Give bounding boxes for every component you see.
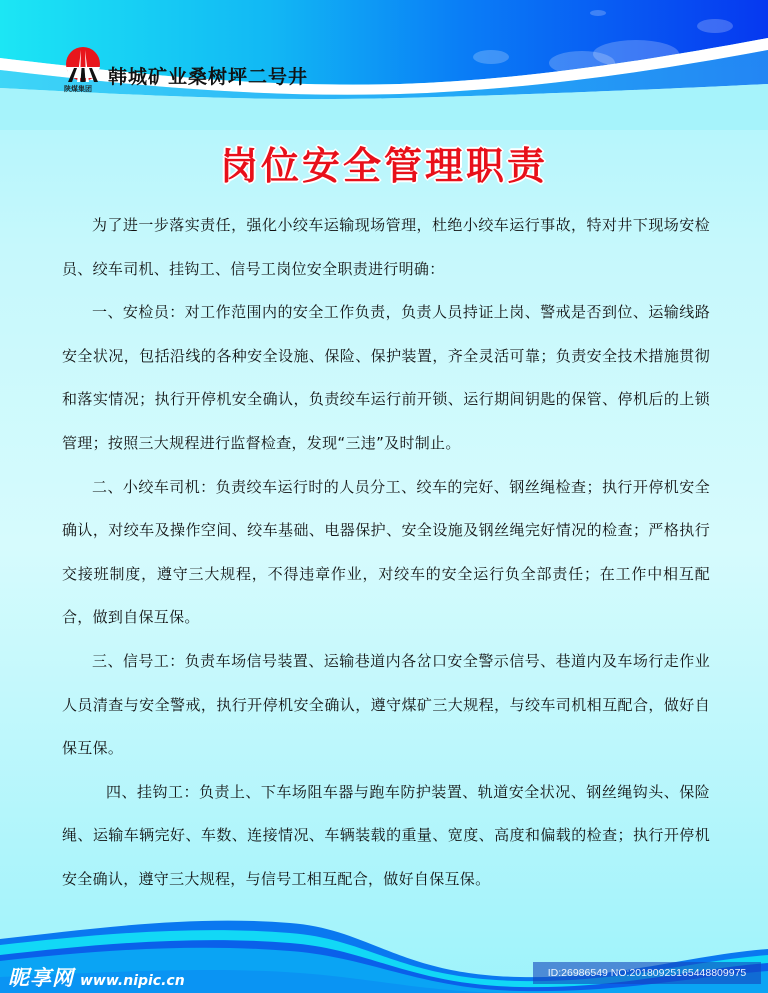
organization-name: 韩城矿业桑树坪二号井: [108, 66, 309, 88]
signalman-paragraph: 三、信号工：负责车场信号装置、运输巷道内各岔口安全警示信号、巷道内及车场行走作业人员清查与安全警戒，执行开停机安全确认，遵守煤矿三大规程，与绞车司机相互配合，做好自保互保。: [62, 651, 710, 758]
watermark: [8, 962, 185, 992]
image-id-badge: ID:26986549 NO:20180925165448809975: [533, 962, 761, 984]
winch-driver-paragraph: 二、小绞车司机：负责绞车运行时的人员分工、绞车的完好、钢丝绳检查；执行开停机安全确认，对绞车及操作空间、绞车基础、电器保护、安全设施及钢丝绳完好情况的检查；严格执行交接班制度，遵守三大规程，不得违章作业，对绞车的安全运行负全部责任；在工作中相互配合，做到自保互保。: [62, 477, 710, 627]
watermark-brand: 昵享网: [8, 966, 74, 990]
document-title: 岗位安全管理职责: [219, 144, 548, 188]
hooker-paragraph: 四、挂钩工：负责上、下车场阻车器与跑车防护装置、轨道安全状况、钢丝绳钩头、保险绳、运输车辆完好、车数、连接情况、车辆装载的重量、宽度、高度和偏载的检查；执行开停机安全确认，遵守三大规程，与信号工相互配合，做好自保互保。: [62, 782, 710, 888]
logo-caption: 陕煤集团: [64, 85, 92, 93]
safety-inspector-paragraph: 一、安检员：对工作范围内的安全工作负责，负责人员持证上岗、警戒是否到位、运输线路安全状况，包括沿线的各种安全设施、保险、保护装置，齐全灵活可靠；负责安全技术措施贯彻和落实情况；执行开停机安全确认，负责绞车运行前开锁、运行期间钥匙的保管、停机后的上锁管理；按照三大规程进行监督检查，发现“三违”及时制止。: [62, 303, 710, 452]
document-body: [62, 204, 710, 902]
watermark-url: www.nipic.cn: [80, 973, 185, 989]
intro-paragraph: 为了进一步落实责任，强化小绞车运输现场管理，杜绝小绞车运行事故，特对井下现场安检员、绞车司机、挂钩工、信号工岗位安全职责进行明确：: [62, 216, 710, 278]
